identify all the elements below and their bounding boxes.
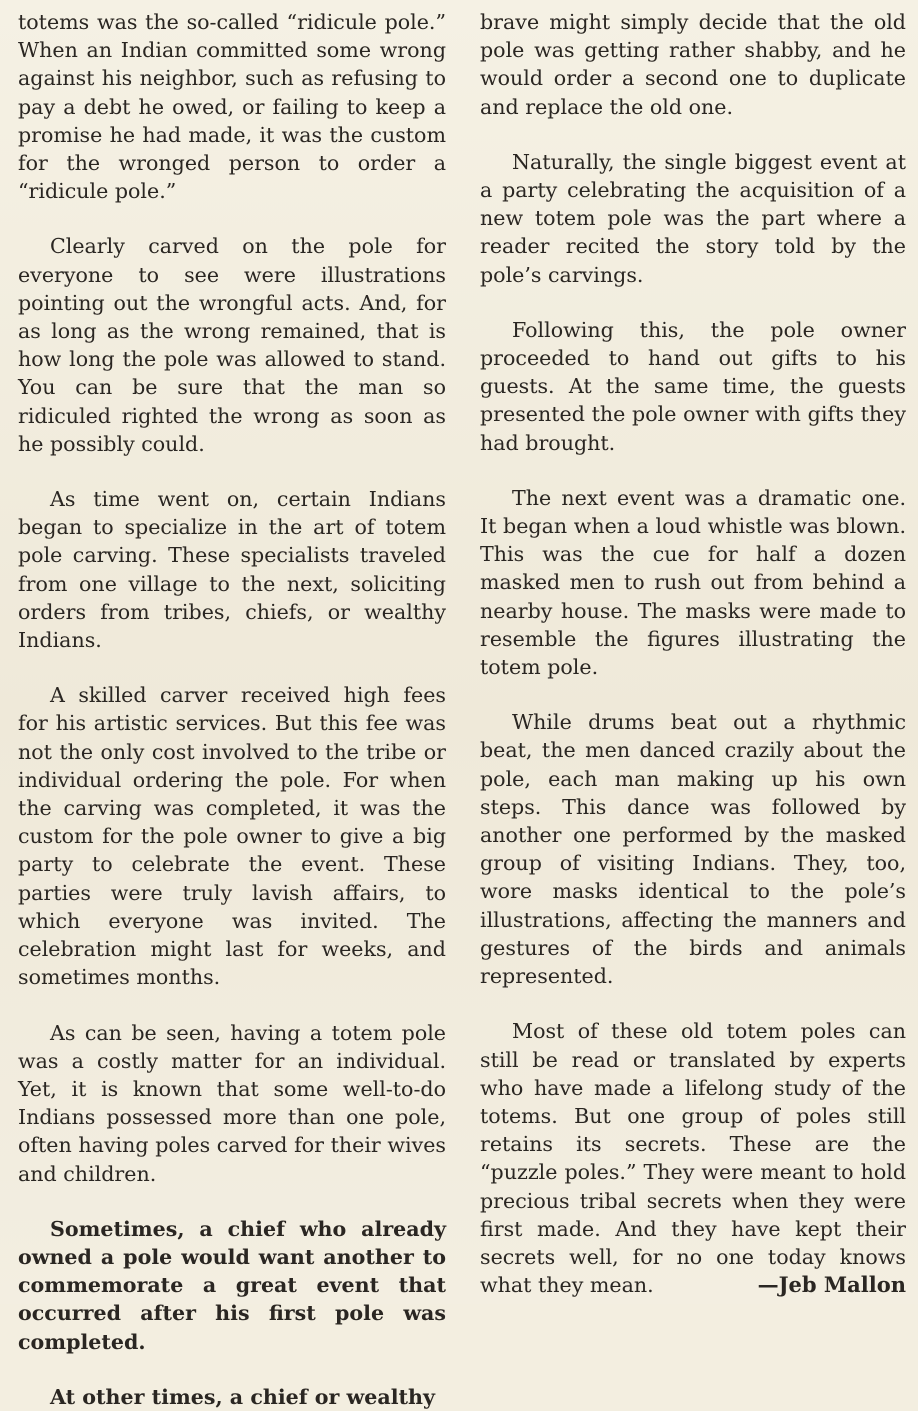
right-column	[480, 8, 906, 1299]
paragraph: At other times, a chief or wealthy	[50, 1384, 435, 1409]
paragraph: Sometimes, a chief who already owned a pole would want another to commemorate a great event that occurred after his first pole was completed.	[18, 1216, 446, 1354]
paragraph: The next event was a dramatic one. It began when a loud whistle was blown. This was the cue for half a dozen masked men to rush out from behind a nearby house. The masks were made to resemble the figures illustrating the totem pole.	[480, 485, 906, 680]
paragraph: Naturally, the single biggest event at a party celebrating the acquisition of a new totem pole was the part where a reader recited the story told by the pole’s carvings.	[480, 149, 906, 287]
paragraph: While drums beat out a rhythmic beat, the men danced crazily about the pole, each man making up his own steps. This dance was followed by another one performed by the masked group of visiting Indians. They, too, wore masks identical to the pole’s illustrations, affecting the manners and gestures of the birds and animals represented.	[480, 710, 906, 989]
paragraph: Following this, the pole owner proceeded to hand out gifts to his guests. At the same time, the guests presented the pole owner with gifts they had brought.	[480, 317, 906, 455]
paragraph: brave might simply decide that the old pole was getting rather shabby, and he would order a second one to duplicate and replace the old one.	[480, 10, 906, 119]
left-column	[18, 8, 446, 1411]
paragraph: totems was the so-called “ridicule pole.” When an Indian committed some wrong against his neighbor, such as refusing to pay a debt he owed, or failing to keep a promise he had made, it was the custom for the wronged person to order a “ridicule pole.”	[18, 10, 446, 204]
paragraph: Clearly carved on the pole for everyone to see were illustrations pointing out the wrongful acts. And, for as long as the wrong remained, that is how long the pole was allowed to stand. You can be sure that the man so ridiculed righted the wrong as soon as he possibly could.	[18, 234, 446, 456]
paragraph: As can be seen, having a totem pole was a costly matter for an individual. Yet, it is known that some well-to-do Indians possessed more than one pole, often having poles carved for their wives and children.	[18, 1020, 446, 1186]
paragraph: Most of these old totem poles can still be read or translated by experts who have made a lifelong study of the totems. But one group of poles still retains its secrets. These are the “puzzle poles.” They were meant to hold precious tribal secrets when they were first made. And they have kept their secrets well, for no one today knows what they mean.	[480, 1019, 906, 1298]
paragraph: As time went on, certain Indians began to specialize in the art of totem pole carving. These specialists traveled from one village to the next, soliciting orders from tribes, chiefs, or wealthy Indians.	[18, 487, 446, 653]
paragraph: A skilled carver received high fees for his artistic services. But this fee was not the only cost involved to the tribe or individual ordering the pole. For when the carving was completed, it was the custom for the pole owner to give a big party to celebrate the event. These parties were truly lavish affairs, to which everyone was invited. The celebration might last for weeks, and sometimes months.	[18, 683, 446, 990]
author-signature: —Jeb Mallon	[757, 1272, 906, 1297]
